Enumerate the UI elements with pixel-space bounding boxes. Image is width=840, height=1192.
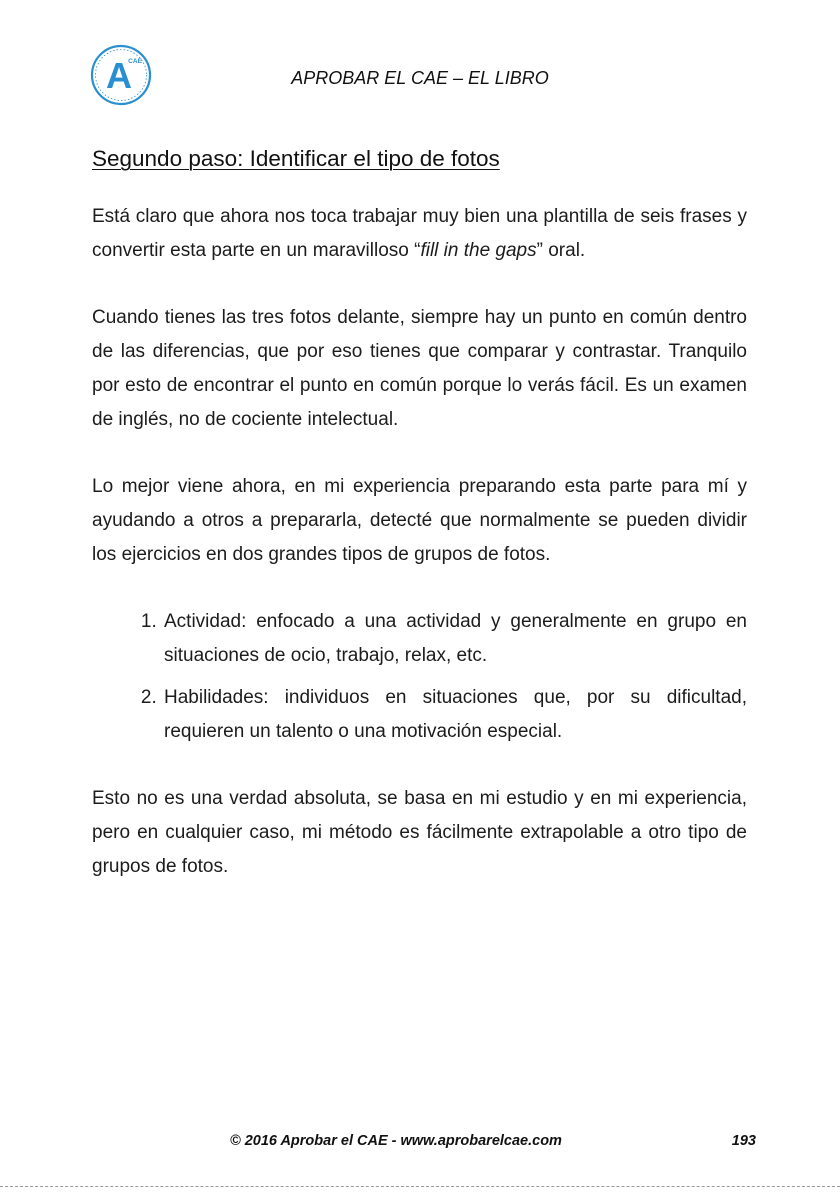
bottom-divider	[0, 1186, 840, 1187]
book-title: APROBAR EL CAE – EL LIBRO	[291, 68, 549, 88]
section-title: Segundo paso: Identificar el tipo de fotos	[92, 146, 500, 171]
paragraph-1: Está claro que ahora nos toca trabajar muy bien una plantilla de seis frases y convertir esta parte en un maravilloso “fill in the gaps” oral.	[92, 206, 747, 261]
footer-copyright: © 2016 Aprobar el CAE - www.aprobarelcae.com	[230, 1133, 562, 1149]
page-content	[92, 200, 747, 917]
logo-letter: A	[106, 55, 132, 96]
photo-types-list	[92, 605, 747, 749]
paragraph-4: Esto no es una verdad absoluta, se basa en mi estudio y en mi experiencia, pero en cualquier caso, mi método es fácilmente extrapolable a otro tipo de grupos de fotos.	[92, 788, 747, 877]
list-item: 2. Habilidades: individuos en situaciones que, por su dificultad, requieren un talento o una motivación especial.	[162, 681, 747, 749]
paragraph-3: Lo mejor viene ahora, en mi experiencia preparando esta parte para mí y ayudando a otros a prepararla, detecté que normalmente se pueden dividir los ejercicios en dos grandes tipos de grupos de fotos.	[92, 476, 747, 565]
list-item: 1. Actividad: enfocado a una actividad y generalmente en grupo en situaciones de ocio, trabajo, relax, etc.	[162, 605, 747, 673]
paragraph-2: Cuando tienes las tres fotos delante, siempre hay un punto en común dentro de las diferencias, que por eso tienes que comparar y contrastar. Tranquilo por esto de encontrar el punto en común porque lo verás fácil. Es un examen de inglés, no de cociente intelectual.	[92, 307, 747, 430]
logo-small-text: CAE	[128, 58, 142, 65]
italic-phrase: fill in the gaps	[420, 240, 537, 261]
page-number: 193	[731, 1133, 756, 1149]
